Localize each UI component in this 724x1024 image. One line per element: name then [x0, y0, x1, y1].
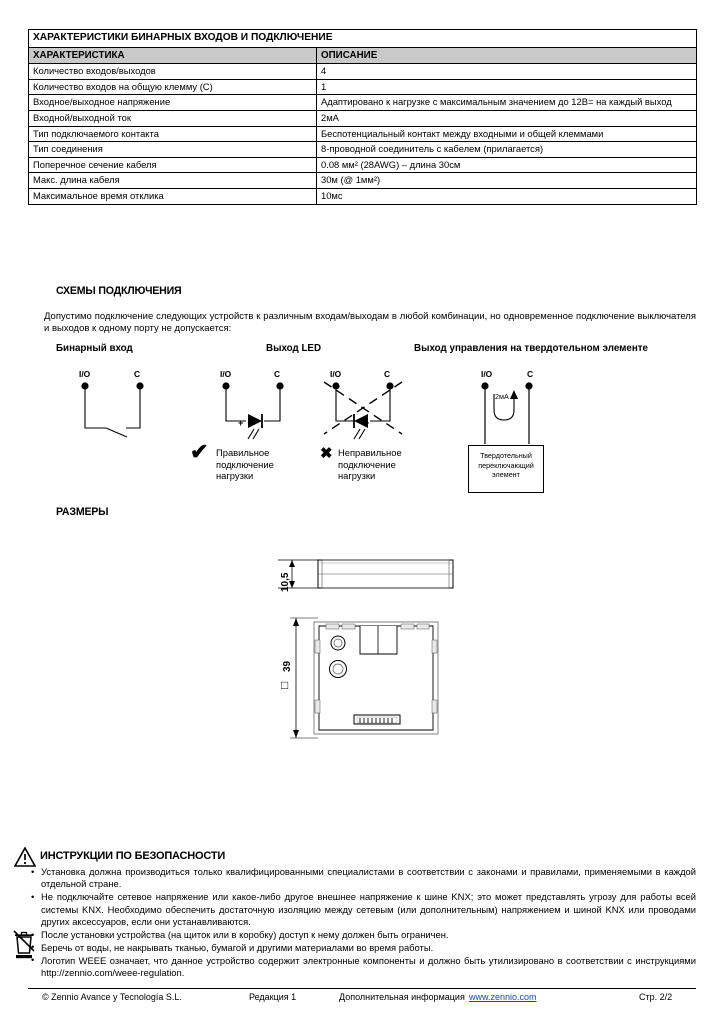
table-row [29, 110, 697, 126]
spec-name: Тип подключаемого контакта [29, 126, 317, 142]
solid-state-terminal-io-label: I/O [481, 369, 493, 379]
spec-name: Количество входов на общую клемму (C) [29, 79, 317, 95]
led-output-bad-terminal-c-label: C [384, 369, 391, 379]
binary-input-schematic [70, 380, 160, 440]
led-output-bad-polarity-label: + [364, 418, 370, 428]
diagram-title-binary-input: Бинарный вход [56, 343, 133, 354]
spec-value: 8-проводной соединитель с кабелем (прилагается) [317, 142, 697, 158]
list-item: • Установка должна производиться только квалифицированными специалистами в соответствии с законами и правилами, применяемыми в каждой отдельной стране. [30, 866, 696, 891]
spec-value: 10мс [317, 188, 697, 204]
spec-table-title: ХАРАКТЕРИСТИКИ БИНАРНЫХ ВХОДОВ И ПОДКЛЮЧЕНИЕ [29, 30, 697, 48]
spec-name: Макс. длина кабеля [29, 173, 317, 189]
spec-name: Тип соединения [29, 142, 317, 158]
table-row [29, 157, 697, 173]
table-row [29, 64, 697, 80]
warning-triangle-icon [14, 847, 36, 867]
led-output-bad-terminal-io-label: I/O [330, 369, 342, 379]
safety-section-heading: ИНСТРУКЦИИ ПО БЕЗОПАСНОСТИ [40, 850, 226, 862]
dimension-thickness-label: 10,5 [280, 572, 291, 592]
list-item: • После установки устройства (на щиток или в коробку) доступ к нему должен быть ограничен. [30, 929, 696, 941]
spec-table-title-row [29, 30, 697, 48]
spec-table-header-row [29, 47, 697, 64]
list-item: • Не подключайте сетевое напряжение или какое-либо другое внешнее напряжение к шине KNX; это может представлять угрозу для работы всей системы KNX. Необходимо обеспечить достаточную изоляцию между сетевым (или дополнительным) напряжением и шиной KNX или проводами других аксессуаров, если они устанавливаются. [30, 891, 696, 928]
footer-info-label: Дополнительная информация [339, 992, 465, 1002]
specifications-table [28, 29, 697, 205]
correct-check-icon: ✔ [190, 439, 209, 464]
solid-state-current-label: 2мA [495, 392, 509, 401]
led-output-incorrect-caption: Неправильное подключение нагрузки [338, 447, 402, 482]
solid-state-schematic [474, 380, 554, 446]
led-output-terminal-io-label: I/O [220, 369, 232, 379]
spec-value: Беспотенциальный контакт между входными и общей клеммами [317, 126, 697, 142]
spec-value: 1 [317, 79, 697, 95]
dimension-height-label: 39 [282, 660, 293, 672]
device-front-view-drawing [270, 612, 460, 744]
dimension-square-symbol: □ [281, 678, 289, 692]
spec-value: 4 [317, 64, 697, 80]
solid-state-element-box: Твердотельный переключающий элемент [468, 445, 544, 493]
solid-state-terminal-c-label: C [527, 369, 534, 379]
list-item: • Логотип WEEE означает, что данное устройство содержит электронные компоненты и должно быть утилизировано в соответствии с инструкциями http://zennio.com/weee-regulation. [30, 955, 696, 980]
safety-instruction-list [30, 866, 696, 980]
spec-name: Входное/выходное напряжение [29, 95, 317, 111]
spec-header-description: ОПИСАНИЕ [317, 47, 697, 64]
table-row [29, 188, 697, 204]
led-output-terminal-c-label: C [274, 369, 281, 379]
incorrect-cross-icon: ✖ [320, 445, 333, 462]
spec-name: Максимальное время отклика [29, 188, 317, 204]
spec-name: Поперечное сечение кабеля [29, 157, 317, 173]
binary-input-terminal-io-label: I/O [79, 369, 91, 379]
spec-name: Количество входов/выходов [29, 64, 317, 80]
spec-value: 30м (@ 1мм²) [317, 173, 697, 189]
spec-name: Входной/выходной ток [29, 110, 317, 126]
led-output-polarity-label: + [238, 418, 244, 428]
wiring-section-heading: СХЕМЫ ПОДКЛЮЧЕНИЯ [56, 285, 182, 297]
diagram-title-led-output: Выход LED [266, 343, 322, 354]
table-row [29, 79, 697, 95]
table-row [29, 173, 697, 189]
table-row [29, 126, 697, 142]
spec-table-body [29, 30, 697, 205]
wiring-intro-text: Допустимо подключение следующих устройств к различным входам/выходам в любой комбинации, но одновременное подключение выключателя и выходов к одному порту не допускается: [44, 311, 696, 335]
device-side-view-drawing [270, 548, 460, 606]
footer-website-link[interactable]: www.zennio.com [469, 992, 537, 1002]
spec-value: Адаптировано к нагрузке с максимальным значением до 12В= на каждый выход [317, 95, 697, 111]
led-output-correct-caption: Правильное подключение нагрузки [216, 447, 274, 482]
list-item: • Беречь от воды, не накрывать тканью, бумагой и другими материалами во время работы. [30, 942, 696, 954]
spec-header-characteristic: ХАРАКТЕРИСТИКА [29, 47, 317, 64]
footer-divider [28, 988, 696, 989]
spec-value: 0.08 мм² (28AWG) – длина 30см [317, 157, 697, 173]
footer-page-number: Стр. 2/2 [639, 992, 673, 1002]
binary-input-terminal-c-label: C [134, 369, 141, 379]
diagram-title-solid-state-output: Выход управления на твердотельном элементе [414, 343, 648, 354]
footer-revision: Редакция 1 [249, 992, 297, 1002]
dimensions-section-heading: РАЗМЕРЫ [56, 506, 109, 518]
led-output-correct-schematic [212, 380, 302, 445]
table-row [29, 142, 697, 158]
led-output-incorrect-schematic [322, 380, 412, 445]
footer-copyright: © Zennio Avance y Tecnología S.L. [42, 992, 182, 1002]
spec-value: 2мA [317, 110, 697, 126]
table-row [29, 95, 697, 111]
